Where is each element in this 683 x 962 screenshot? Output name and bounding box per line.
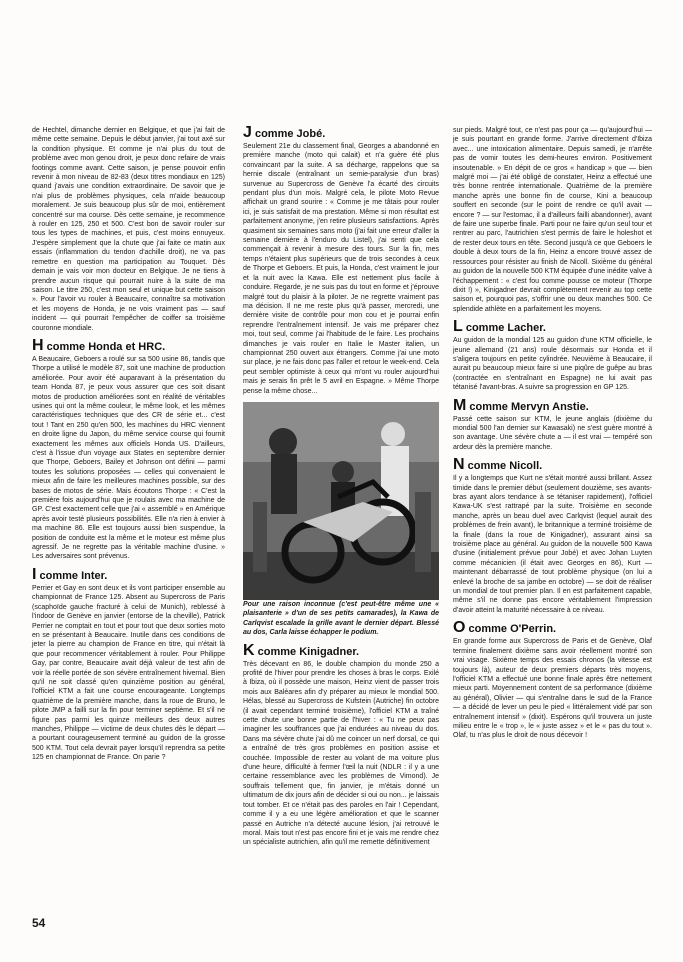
section-n: [453, 458, 652, 615]
section-l: [453, 320, 652, 392]
section-heading: [32, 565, 225, 583]
article-text: En grande forme aux Supercross de Paris et de Genève, Olaf termine finalement dixième sans avoir réellement montré son vrai visage. Sixième temps des essais chronos (la vitesse est toujours là), auteur de deux premiers départs très moyens, l'officiel KTM a effectué une bonne finale après être nettement mieux parti. Moyennement content de sa performance (dixième au général), Olivier — qui s'entraîne dans le sud de la France — a décidé de lever un peu le pied « littéralement vidé par son entraînement intensif » (dixit). Espérons qu'il trouvera un juste milieu entre le « trop », le « juste assez » et le « pas du tout ». Olaf, tu n'as plus le droit de nous décevoir !: [453, 638, 652, 740]
heading-letter: K: [243, 641, 255, 659]
section-heading: [453, 458, 652, 473]
section-heading: [453, 396, 652, 414]
heading-letter: J: [243, 124, 252, 141]
section-heading: [453, 621, 652, 636]
page-number: 54: [32, 916, 46, 930]
section-i: [32, 565, 225, 763]
section-heading: [243, 641, 439, 659]
heading-title: comme Kinigadner.: [254, 645, 360, 658]
section-m: [453, 396, 652, 453]
section-heading: [32, 336, 225, 354]
article-text: Au guidon de la mondial 125 au guidon d'une KTM officielle, le jeune allemand (21 ans) roule désormais sur Honda et il s'aligera toujours en petite cylindrée. Neuvième à Beaucaire, il aurait pu beaucoup mieux faire si une piqûre de guêpe au bras (contractée en s'entraînant en Espagne) ne lui avait pas tétanisé l'avant-bras. A suivre sa progression en GP 125.: [453, 337, 652, 392]
heading-letter: M: [453, 396, 467, 414]
article-text: sur pieds. Malgré tout, ce n'est pas pour ça — qu'aujourd'hui — je suis pourtant en grande forme. J'arrive directement d'Ibiza avec... une intoxication alimentaire. Depuis samedi, je n'arrête pas de vomir toutes les demi-heures environ. Positivement insoutenable. » En dépit de ce gros « handicap » que — bien malgré moi — j'ai été obligé de constater, Heinz a effectué une très bonne rentrée internationale. Quatrième de la première manche après une bonne fin de course, Kini a beaucoup souffert en seconde (sur le point de rendre ce qu'il avait — encore ? — sur l'estomac, il a d'ailleurs failli abandonner), avant de faire une superbe finale. Parti pour ne faire qu'un seul tour et rentrer au parc, l'autrichien s'est permis de faire le holeshot et de rester deux tours en tête. Second jusqu'à ce que Geboers le double à deux tours de la fin, Heinz a encore trouvé assez de ressources pour résister au finish de Nicoll. Sixième du général au guidon de la nouvelle 500 KTM équipée d'une inédite valve à l'échappement : « c'est fou comme pousse ce moteur (Thorpe dixit !) », Kinigadner devrait complètement revenir au top cette saison et, pourquoi pas, s'offrir une ou deux manches 500. Ce splendide athlète en a parfaitement les moyens.: [453, 127, 652, 313]
photo-illustration: [243, 402, 439, 600]
article-text: Très décevant en 86, le double champion du monde 250 a profité de l'hiver pour prendre les choses à bras le corps. Exilé à Ibiza, où il possède une maison, Heinz vient de passer trois mois aux Baléares afin d'y préparer au mieux le mondial 500. Hélas, blessé au Supercross de Kufstein (Autriche) fin octobre (il avait cependant terminé troisième), l'officiel KTM a traîné cette chute une bonne partie de l'hiver : « Tu ne peux pas imaginer les souffrances que j'ai endurées au niveau du dos. Dans ma sévère chute j'ai dû me coincer un nerf dorsal, ce qui a entraîné de très gros problèmes en position assise et couchée. Impossible de rester au volant de ma voiture plus d'une heure, difficulté à fermer l'œil la nuit (NDLR : il y a une certaine ressemblance avec les problèmes de Vimond). Je souffrais tellement que, fin janvier, je m'étais donné un ultimatum de dix jours afin de décider si oui ou non... je laissais tout tomber. Et ce n'était pas des paroles en l'air ! Cependant, comme il y a eu une légère amélioration et que le scanner passé en Autriche n'a détecté aucune lésion, j'ai retrouvé le moral. Mais tout n'est pas encore fini et je vais me rendre chez un spécialiste autrichien, afin qu'il me remette définitivement: [243, 660, 439, 847]
article-text: de Hechtel, dimanche dernier en Belgique, et que j'ai fait de même cette semaine. Depuis le début janvier, j'ai tout axé sur la condition physique. Et comme je n'ai plus du tout de problème avec mon genou droit, je peux donc refaire de vrais footings comme avant. Cette saison, je pense pouvoir enfin revenir à mon niveau de 82-83 (deux titres mondiaux en 125) quand j'avais une condition extraordinaire. De savoir que je n'ai plus de problèmes physiques, cela m'aide beaucoup moralement. Je suis beaucoup plus sûr de moi, entièrement concentré sur ma course. Dès cette semaine, je recommence à rouler en 125, 250 et 500. C'est bon de savoir rouler sur tous les types de machines, et puis, c'est moins ennuyeux. J'espère simplement que la chute que j'ai faite ce matin aux essais (inflammation du tendon d'achille droit), ne va pas remettre en question ma participation au Touquet. Dès demain je vais voir mon docteur en Belgique. Je ne tiens à prendre aucun risque qui pourrait nuire à la suite de ma saison. Le titre 250, c'est mon seul et unique but cette saison ». Pour l'avoir vu rouler à Beaucaire, connaître sa motivation et les moyens de Honda, je ne vois vraiment pas — sauf incident — qui pourrait l'empêcher de coiffer sa troisième couronne mondiale.: [32, 127, 225, 332]
race-photo: [243, 402, 439, 600]
heading-letter: O: [453, 619, 466, 637]
article-text: Seulement 21e du classement final, Georges a abandonné en première manche (moto qui calait) et n'a guère été plus convaincant par la suite. A sa décharge, rappelons que sa hernie discale (entraînant un semie-paralysie d'un bras) survenue au Supercross de Genève l'a écarté des circuits pendant plus d'un mois. Malgré cela, le pilote Moto Revue affichait un grand sourire : « Comme je me tâtais pour rouler ici, je suis satisfait de ma prestation. Même si mon résultat est parfaitement anonyme, j'en retire plusieurs satisfactions. Après quasiment six semaines sans moto (j'ai fait une erreur d'aller la semaine dernière à l'enduro du Listel), j'ai senti que cela commençait à revenir à mesure des tours. Sur la fin, mes temps n'étaient plus supérieurs que de trois secondes à ceux de Thorpe et Geboers. Et puis, la Honda, c'est vraiment le jour et la nuit avec la Kawa. Elle est nettement plus facile à conduire. Regarde, je ne suis pas du tout en forme et j'éprouve malgré tout du plaisir à la piloter. Je ne regrette vraiment pas ma décision. Il ne me reste plus qu'à passer, mercredi, une dernière visite de contrôle pour mon cou et je pourrai enfin reprendre l'entraînement intensif. Je vais me préparer chez moi, tout seul, comme j'ai l'habitude de le faire. Les prochains dimanches je vais rouler en Italie le Master italien, un championnat 250 ouvert aux étrangers. Comme j'ai une moto sur place, je ne fais donc pas l'aller et retour le week-end. Cela peut sembler optimiste à ceux qui m'ont vu rouler aujourd'hui mais je serais fin prêt le 5 avril en Espagne. » Même Thorpe pense la même chose...: [243, 143, 439, 395]
section-o: [453, 621, 652, 740]
article-text: Passé cette saison sur KTM, le jeune anglais (dixième du mondial 500 l'an dernier sur Kawasaki) ne s'est guère montré à son avantage. Une sévère chute a — il est vrai — tempéré son ardeur dès la première manche.: [453, 415, 652, 451]
article-text: Il y a longtemps que Kurt ne s'était montré aussi brillant. Assez timide dans le premier début (seulement douzième, ses avants-bras ayant alors tendance à se tétaniser rapidement), l'officiel Kawa-UK s'est rattrapé par la suite. Troisième en seconde manche, après un beau duel avec Carlqvist (lequel aurait des problèmes de frein avant), le britannique a terminé troisième de la finale (dans la roue de Kinigadner), assurant ainsi sa troisième place au général. Au guidon de la nouvelle 500 Kawa d'usine (initialement prévue pour Jobé) et avec Johan Luyten comme mécanicien (il était avec Georges en 86), Kurt — maintenant débarrassé de tout problème physique (on lui a enlevé la broche de sa jambe en octobre) — se doit de réaliser un mondial de tout premier plan. Il en est parfaitement capable, même s'il ne donne pas encore véritablement l'impression d'avoir atteint la maturité nécessaire à ce niveau.: [453, 475, 652, 614]
heading-letter: H: [32, 336, 44, 354]
heading-title: comme Jobé.: [251, 128, 326, 140]
column-right: [453, 126, 652, 741]
column-left: [32, 126, 225, 763]
section-h: [32, 336, 225, 562]
section-k: [243, 641, 439, 848]
heading-title: comme Nicoll.: [464, 460, 543, 473]
article-text: A Beaucaire, Geboers a roulé sur sa 500 usine 86, tandis que Thorpe a utilisé le modèle 87, soit une machine de production améliorée. Pour avoir été auparavant à la présentation du team Honda 87, je peux vous assurer que ces soit disant motos de production améliorées sont en réalité de véritables usines qui ont la même couleur, le même look, et les mêmes caractéristiques techniques que des CR de série et... c'est tout ! Tant en 250 qu'en 500, les machines du HRC viennent en droite ligne du Japon, du même service course qui fournit exactement les mêmes aux officiels Honda US. D'ailleurs, c'est à l'issue d'un voyage aux States en septembre dernier que Thorpe, Geboers, Bailey et Johnson ont défini — parmi toutes les solutions proposées — celles qui convenaient le mieux afin de faire les meilleures machines possible, sur des bases de motos de série. Mais écoutons Thorpe : « C'est la première fois aujourd'hui que je roulais avec ma machine de GP. C'est exactement celle que j'ai « assemblé » en Amérique après avoir testé plusieurs possibilités. Elle n'a rien à envier à ma machine 86. Elle est toujours aussi bien suspendue, la position de conduite est la même et le moteur est même plus agressif. Je ne regrette pas la véritable machine d'usine. » Les adversaires sont prévenus.: [32, 355, 225, 561]
heading-letter: N: [453, 456, 465, 474]
heading-letter: L: [453, 318, 463, 336]
heading-letter: I: [32, 565, 37, 583]
section-j: [243, 126, 439, 396]
section-heading: [453, 320, 652, 335]
column-middle: [243, 126, 439, 848]
heading-title: comme Inter.: [36, 569, 108, 582]
article-text: Perrier et Gay en sont deux et ils vont participer ensemble au championnat de France 125. Absent au Supercross de Paris (scaphoïde gauche fracturé à celui de Munich), reblessé à l'indoor de Genève en janvier (entorse de la cheville), Patrick Perrier ne comptait en tout et pour tout que deux sorties moto en se présentant à Beaucaire. Inutile dans ces conditions de jeter la pierre au champion de France en titre, qui n'était là que pour recommencer véritablement à rouler. Pour Philippe Gay, par contre, Beaucaire avait déjà valeur de test afin de voir la réelle portée de son sévère entraînement hivernal. Bien qu'il ne soit classé qu'en quinzième position au général, l'officiel KTM a fait une course encourageante. Longtemps quatrième de la première manche, dans la roue de Bruno, le pilote JMP a failli sur la fin pour terminer septième. Et s'il ne figure pas parmi les quinze meilleurs des deux autres manches, Philippe — victime de deux chutes dès le départ — a pourtant courageusement terminé au guidon de la grosse 500 KTM. Tout cela devrait payer lorsqu'il reprendra sa petite 125 en championnat de France. On parie ?: [32, 584, 225, 762]
heading-title: comme Honda et HRC.: [43, 340, 166, 353]
heading-title: comme Lacher.: [462, 322, 546, 335]
heading-title: comme O'Perrin.: [465, 623, 557, 636]
section-heading: [243, 126, 439, 141]
heading-title: comme Mervyn Anstie.: [466, 400, 589, 413]
photo-caption: Pour une raison inconnue (c'est peut-être même une « plaisanterie » d'un de ses petits camarades), la Kawa de Carlqvist escalade la grille avant le dernier départ. Blessé au dos, Carla laisse échapper le podium.: [243, 600, 439, 637]
